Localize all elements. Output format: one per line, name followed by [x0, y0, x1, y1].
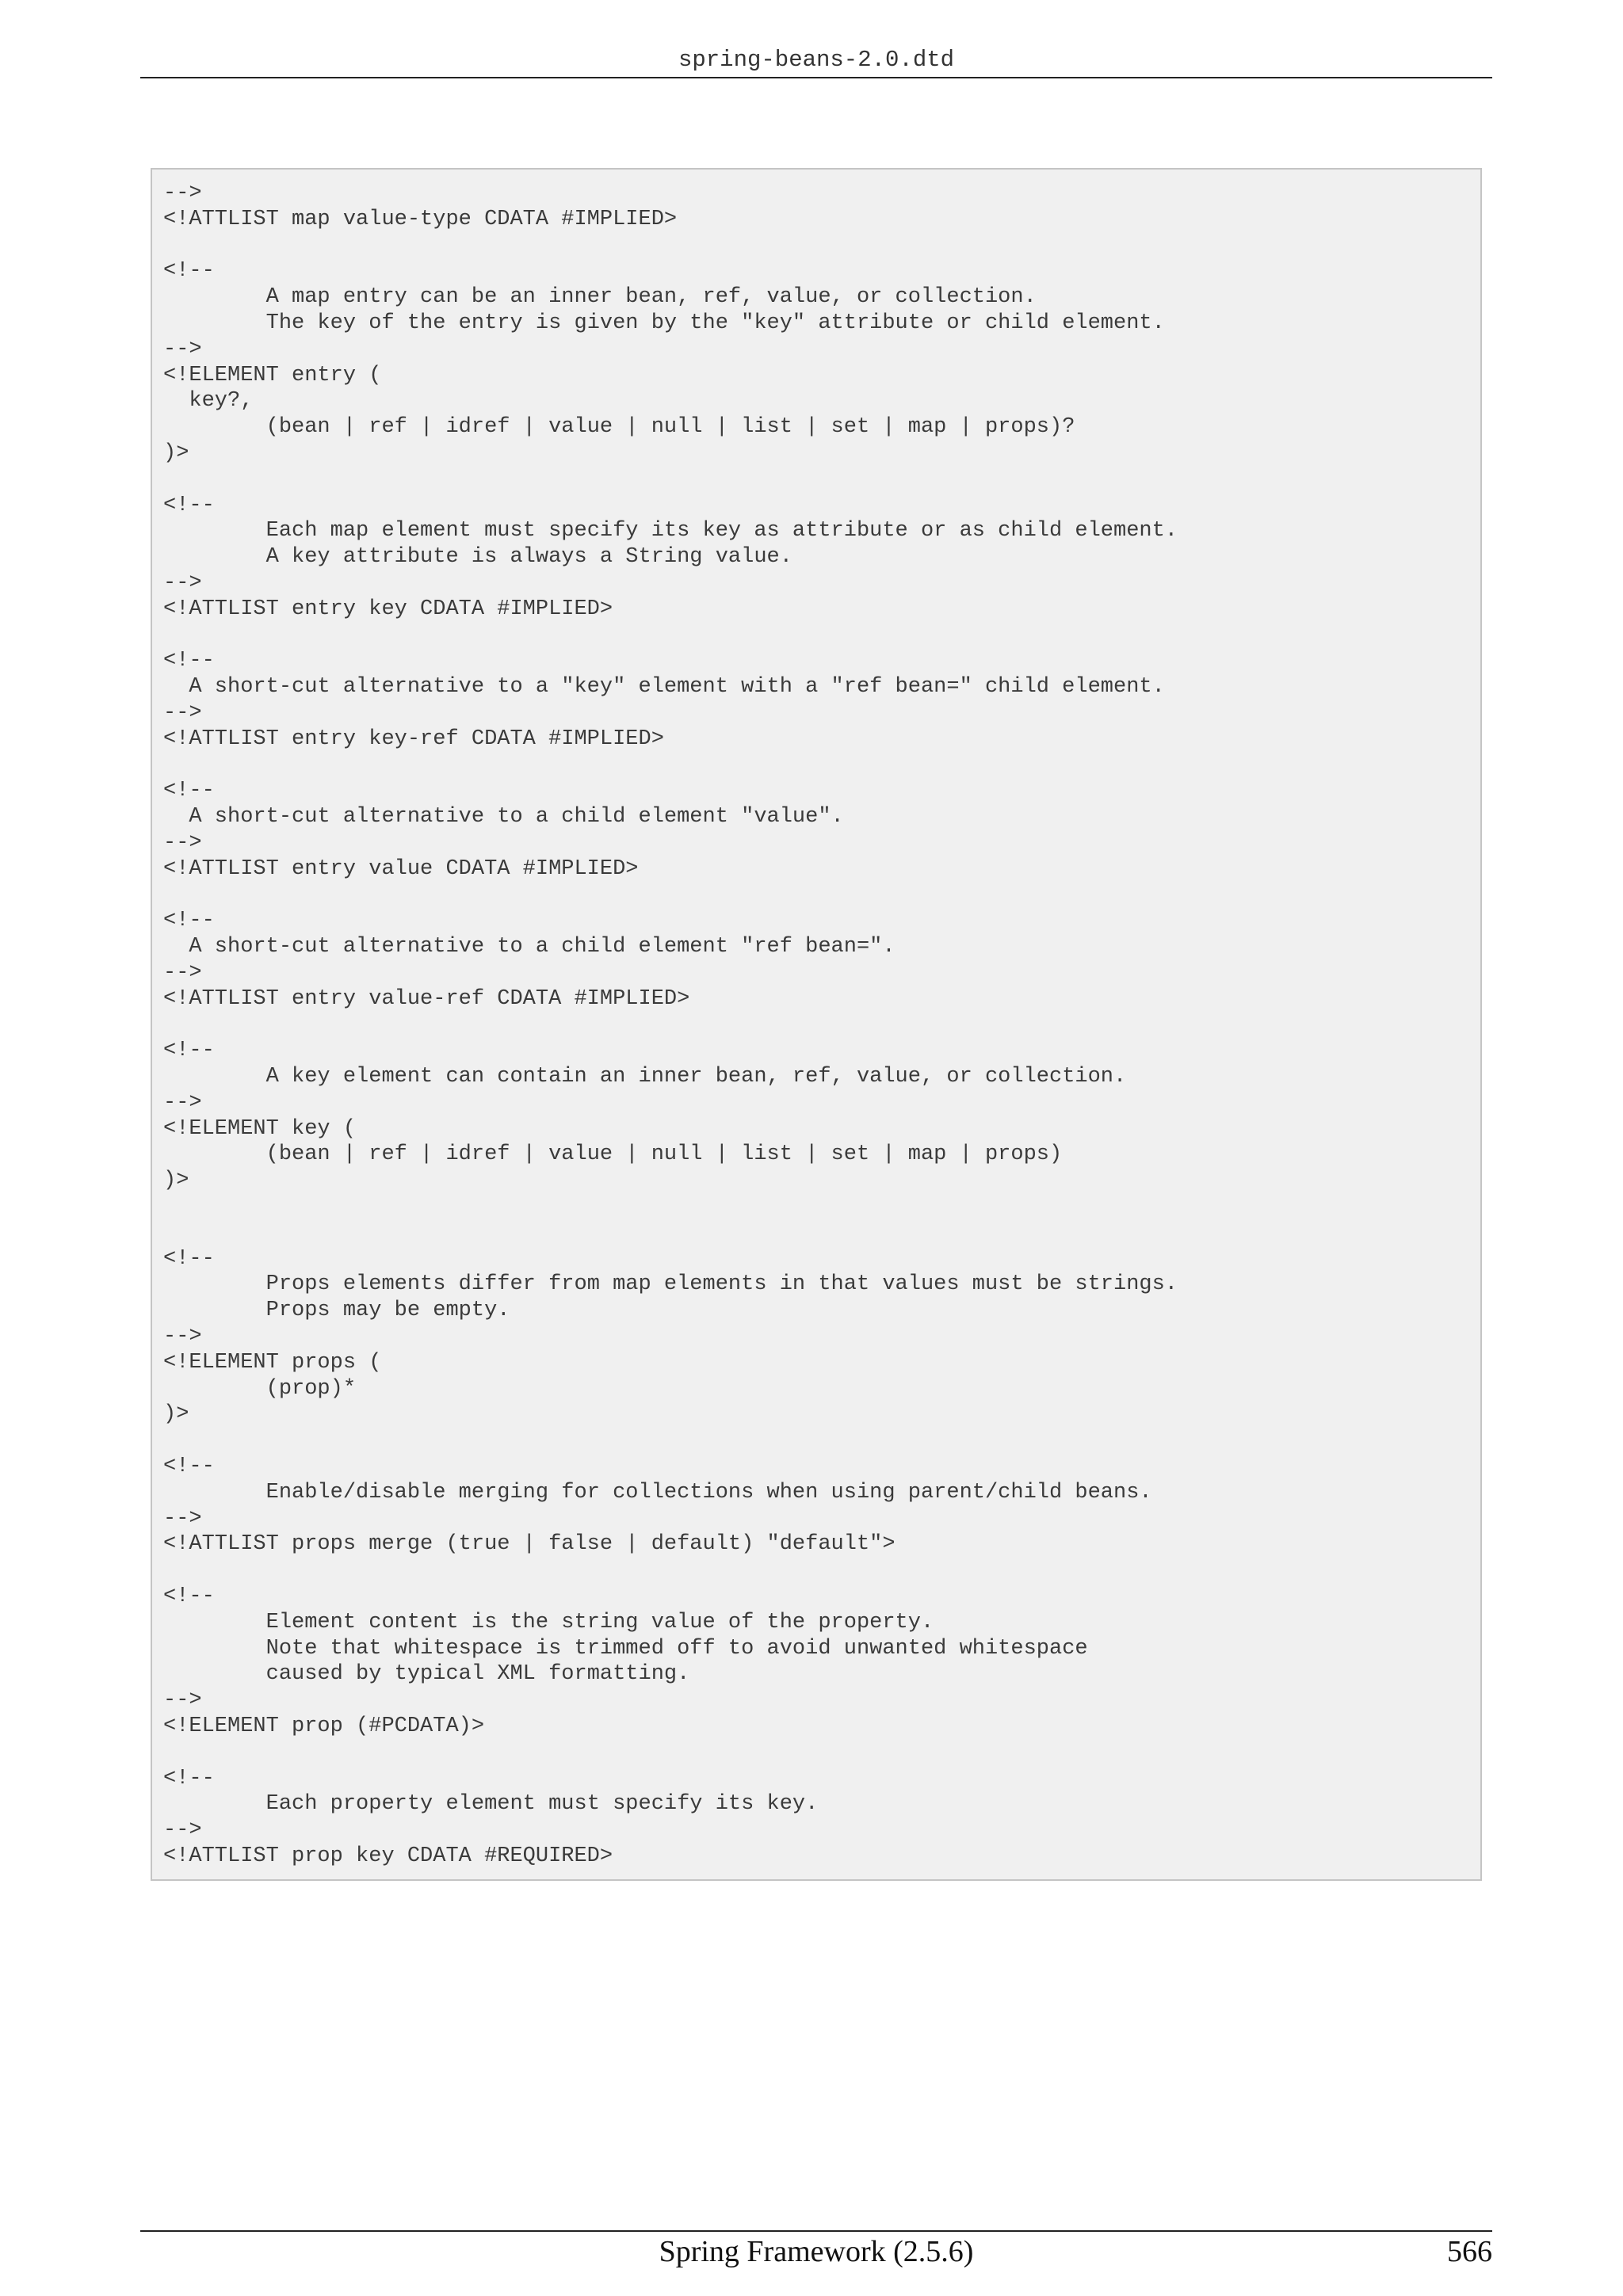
code-line: <!ELEMENT entry ( — [163, 363, 382, 387]
code-line: )> — [163, 441, 189, 465]
code-line: <!ATTLIST prop key CDATA #REQUIRED> — [163, 1844, 613, 1868]
code-line: --> — [163, 181, 202, 205]
code-line: A key element can contain an inner bean, ref, value, or collection. — [163, 1065, 1127, 1089]
code-line: --> — [163, 570, 202, 595]
code-line: Props may be empty. — [163, 1299, 510, 1323]
code-line: <!-- — [163, 779, 215, 803]
code-line: The key of the entry is given by the "key" attribute or child element. — [163, 311, 1165, 335]
code-line: <!-- — [163, 493, 215, 517]
code-line: A key attribute is always a String value. — [163, 545, 792, 570]
code-line: --> — [163, 700, 202, 725]
code-line: A short-cut alternative to a child element "value". — [163, 805, 844, 830]
code-line: )> — [163, 1402, 189, 1427]
code-line: Enable/disable merging for collections when using parent/child beans. — [163, 1480, 1152, 1505]
running-header-title: spring-beans-2.0.dtd — [678, 47, 955, 73]
footer-page-number: 566 — [1447, 2235, 1492, 2268]
code-line: <!ELEMENT props ( — [163, 1350, 382, 1375]
code-line: <!-- — [163, 909, 215, 933]
code-line: --> — [163, 1688, 202, 1713]
code-line: Each map element must specify its key as attribute or as child element. — [163, 519, 1178, 543]
code-line: --> — [163, 1325, 202, 1349]
code-line: Props elements differ from map elements in that values must be strings. — [163, 1272, 1178, 1297]
code-line: caused by typical XML formatting. — [163, 1662, 690, 1687]
code-line: --> — [163, 337, 202, 361]
code-line: <!-- — [163, 1246, 215, 1271]
code-line: <!ATTLIST entry value CDATA #IMPLIED> — [163, 856, 639, 881]
code-line: <!-- — [163, 1039, 215, 1063]
code-listing — [163, 181, 1178, 1870]
code-line: A map entry can be an inner bean, ref, value, or collection. — [163, 285, 1037, 310]
code-line: (prop)* — [163, 1376, 357, 1401]
code-line: <!ATTLIST map value-type CDATA #IMPLIED> — [163, 207, 678, 231]
code-line: <!-- — [163, 1455, 215, 1479]
code-line: --> — [163, 1506, 202, 1531]
code-line: <!-- — [163, 259, 215, 284]
footer-divider — [140, 2230, 1492, 2232]
code-line: Note that whitespace is trimmed off to avoid unwanted whitespace — [163, 1636, 1088, 1661]
code-line: (bean | ref | idref | value | null | list | set | map | props) — [163, 1142, 1063, 1167]
code-line: (bean | ref | idref | value | null | list | set | map | props)? — [163, 415, 1075, 440]
code-line: <!-- — [163, 649, 215, 673]
code-line: A short-cut alternative to a child element "ref bean=". — [163, 935, 896, 959]
code-line: <!ATTLIST entry key CDATA #IMPLIED> — [163, 597, 613, 621]
code-line: Each property element must specify its key. — [163, 1792, 819, 1817]
code-line: <!-- — [163, 1766, 215, 1791]
code-listing-box — [151, 168, 1482, 1881]
code-line: <!ELEMENT key ( — [163, 1116, 357, 1141]
code-line: <!ELEMENT prop (#PCDATA)> — [163, 1714, 485, 1739]
code-line: --> — [163, 960, 202, 985]
code-line: Element content is the string value of the property. — [163, 1610, 934, 1634]
code-line: A short-cut alternative to a "key" element with a "ref bean=" child element. — [163, 675, 1165, 700]
footer-book-title: Spring Framework (2.5.6) — [659, 2235, 974, 2268]
code-line: --> — [163, 1090, 202, 1115]
code-line: key?, — [163, 389, 254, 414]
header-divider — [140, 77, 1492, 78]
code-line: <!ATTLIST entry key-ref CDATA #IMPLIED> — [163, 727, 664, 751]
code-line: <!ATTLIST props merge (true | false | default) "default"> — [163, 1532, 896, 1557]
code-line: --> — [163, 1818, 202, 1843]
code-line: <!ATTLIST entry value-ref CDATA #IMPLIED> — [163, 986, 690, 1011]
code-line: <!-- — [163, 1585, 215, 1609]
code-line: --> — [163, 830, 202, 855]
code-line: )> — [163, 1169, 189, 1193]
